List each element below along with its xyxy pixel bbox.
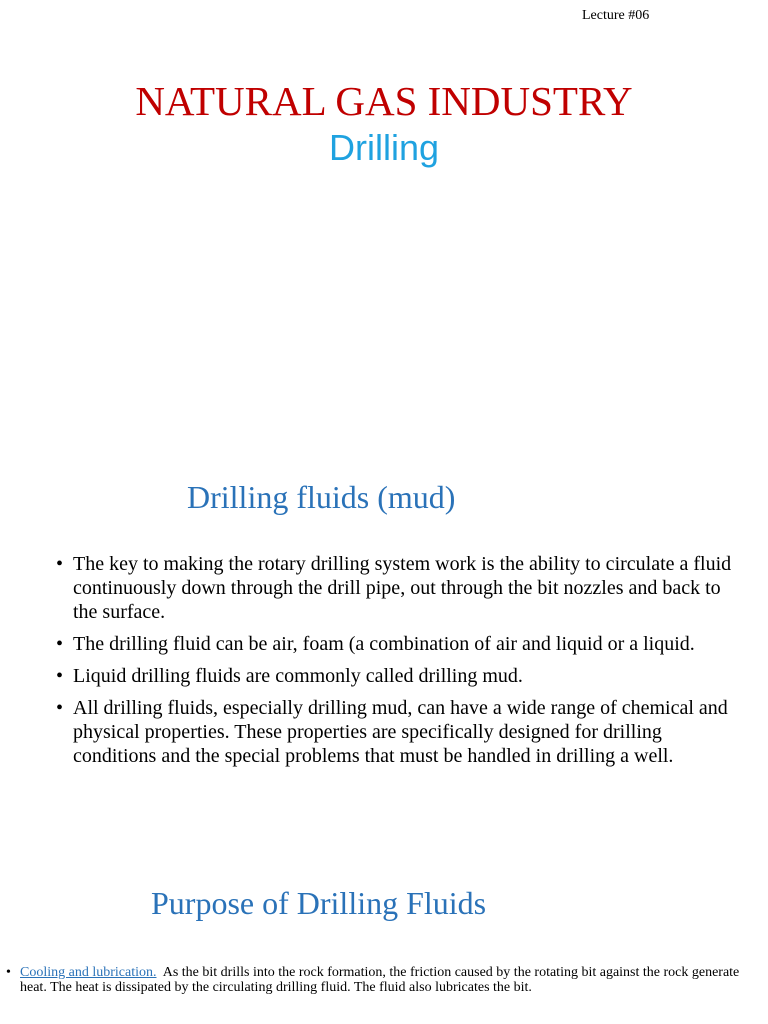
bullet-dot-icon: • bbox=[6, 965, 11, 980]
bullet-item bbox=[6, 965, 762, 995]
bullet-text: Liquid drilling fluids are commonly called drilling mud. bbox=[73, 665, 523, 687]
bullet-item bbox=[56, 664, 736, 688]
bullet-item bbox=[56, 632, 736, 656]
bullet-dot-icon: • bbox=[56, 553, 64, 575]
bullet-dot-icon: • bbox=[56, 633, 64, 655]
purpose-bullet-list bbox=[6, 965, 762, 995]
bullet-text: As the bit drills into the rock formation, the friction caused by the rotating bit against the rock generate heat. The heat is dissipated by the circulating drilling fluid. The fluid also lubricates the bit. bbox=[20, 965, 740, 995]
lecture-number: Lecture #06 bbox=[582, 8, 650, 23]
page-subtitle: Drilling bbox=[328, 127, 440, 168]
section-heading-purpose: Purpose of Drilling Fluids bbox=[151, 885, 487, 921]
cooling-lubrication-link[interactable]: Cooling and lubrication. bbox=[20, 965, 157, 980]
bullet-dot-icon: • bbox=[56, 665, 64, 687]
page-title: NATURAL GAS INDUSTRY bbox=[135, 78, 633, 124]
bullet-dot-icon: • bbox=[56, 697, 64, 719]
bullet-text: All drilling fluids, especially drilling mud, can have a wide range of chemical and physical properties. These properties are specifically designed for drilling conditions and the special problems that must be handled in drilling a well. bbox=[73, 697, 728, 767]
bullet-item bbox=[56, 552, 736, 624]
section-heading-drilling-fluids: Drilling fluids (mud) bbox=[187, 479, 456, 515]
bullet-text: The drilling fluid can be air, foam (a combination of air and liquid or a liquid. bbox=[73, 633, 695, 655]
drilling-fluids-bullet-list bbox=[56, 552, 736, 776]
bullet-item bbox=[56, 696, 736, 768]
bullet-text: The key to making the rotary drilling system work is the ability to circulate a fluid continuously down through the drill pipe, out through the bit nozzles and back to the surface. bbox=[73, 553, 732, 623]
